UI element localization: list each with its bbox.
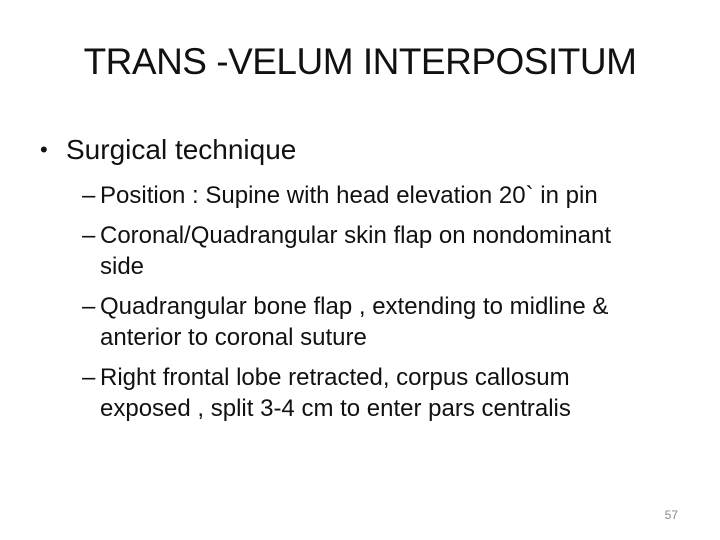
dash-glyph: – (82, 182, 96, 209)
sub-bullet-item (82, 180, 680, 211)
sub-bullet-text: Position : Supine with head elevation 20` in pin (100, 182, 598, 209)
sub-bullet-text: Quadrangular bone flap , extending to midline & anterior to coronal suture (100, 293, 609, 351)
slide-body (40, 132, 680, 433)
slide-title: TRANS -VELUM INTERPOSITUM (83, 41, 637, 82)
bullet-item-label: Surgical technique (66, 134, 297, 165)
dash-glyph: – (82, 222, 96, 249)
sub-bullet-item (82, 291, 680, 353)
bullet-item (40, 132, 680, 168)
sub-bullet-item (82, 220, 680, 282)
bullet-glyph: • (40, 137, 48, 162)
sub-bullet-list (82, 180, 680, 424)
dash-glyph: – (82, 293, 96, 320)
sub-bullet-text: Coronal/Quadrangular skin flap on nondominant side (100, 222, 611, 280)
page-number: 57 (664, 508, 678, 522)
dash-glyph: – (82, 364, 96, 391)
sub-bullet-text: Right frontal lobe retracted, corpus callosum exposed , split 3-4 cm to enter pars centralis (100, 364, 571, 422)
sub-bullet-item (82, 362, 680, 424)
